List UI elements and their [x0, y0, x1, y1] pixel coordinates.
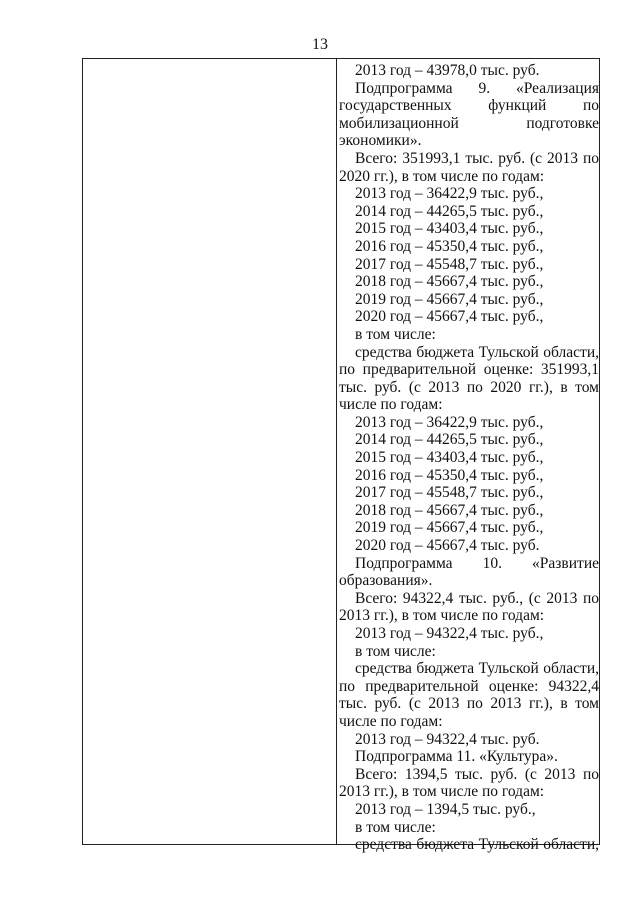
text-line: средства бюджета Тульской области, [355, 343, 599, 361]
text-line: 2018 год – 45667,4 тыс. руб., [355, 273, 544, 291]
text-line: средства бюджета Тульской области, [355, 660, 599, 678]
text-line: образования». [339, 572, 433, 590]
text-line: 2017 год – 45548,7 тыс. руб., [355, 484, 544, 502]
text-line: Подпрограмма 9. «Реализация [355, 79, 599, 97]
table-right-cell [339, 62, 599, 854]
document-table [82, 58, 600, 854]
text-line: Подпрограмма 11. «Культура». [355, 748, 558, 766]
text-line: мобилизационной подготовке [339, 114, 599, 132]
text-line: государственных функций по [339, 97, 599, 115]
text-line: в том числе: [355, 642, 436, 660]
text-line: по предварительной оценке: 351993,1 [339, 361, 599, 379]
text-line: 2013 гг.), в том числе по годам: [339, 607, 545, 625]
text-line: Всего: 351993,1 тыс. руб. (с 2013 по [355, 149, 599, 167]
text-line: 2016 год – 45350,4 тыс. руб., [355, 237, 544, 255]
text-line: 2017 год – 45548,7 тыс. руб., [355, 255, 544, 273]
text-line: экономики». [339, 132, 422, 150]
table-left-cell [83, 59, 336, 844]
text-line: Всего: 94322,4 тыс. руб., (с 2013 по [355, 589, 599, 607]
column-divider [336, 59, 337, 844]
text-line: по предварительной оценке: 94322,4 [339, 677, 599, 695]
text-line: 2020 гг.), в том числе по годам: [339, 167, 545, 185]
text-line: 2014 год – 44265,5 тыс. руб., [355, 202, 544, 220]
text-line: 2019 год – 45667,4 тыс. руб., [355, 290, 544, 308]
text-line: Подпрограмма 10. «Развитие [355, 554, 599, 572]
text-line: числе по годам: [339, 712, 443, 730]
text-line: 2013 год – 36422,9 тыс. руб., [355, 185, 544, 203]
text-line: тыс. руб. (с 2013 по 2013 гг.), в том [339, 695, 599, 713]
text-line: 2014 год – 44265,5 тыс. руб., [355, 431, 544, 449]
text-line: 2013 год – 1394,5 тыс. руб., [355, 800, 536, 818]
page-number: 13 [312, 36, 328, 53]
text-line: 2013 год – 36422,9 тыс. руб., [355, 413, 544, 431]
text-line: 2016 год – 45350,4 тыс. руб., [355, 466, 544, 484]
text-line: тыс. руб. (с 2013 по 2020 гг.), в том [339, 378, 599, 396]
text-line: в том числе: [355, 325, 436, 343]
text-line: 2020 год – 45667,4 тыс. руб., [355, 308, 544, 326]
text-line: 2020 год – 45667,4 тыс. руб. [355, 537, 540, 555]
text-line: 2013 гг.), в том числе по годам: [339, 783, 545, 801]
text-line: средства бюджета Тульской области, [355, 836, 599, 854]
text-line: числе по годам: [339, 396, 443, 414]
text-line: 2015 год – 43403,4 тыс. руб., [355, 449, 544, 467]
text-line: в том числе: [355, 818, 436, 836]
text-line: 2015 год – 43403,4 тыс. руб., [355, 220, 544, 238]
text-line: 2013 год – 94322,4 тыс. руб., [355, 625, 544, 642]
text-line: 2013 год – 94322,4 тыс. руб. [355, 730, 540, 748]
text-line: 2019 год – 45667,4 тыс. руб., [355, 519, 544, 537]
text-line: Всего: 1394,5 тыс. руб. (с 2013 по [355, 765, 599, 783]
text-line: 2013 год – 43978,0 тыс. руб. [355, 62, 540, 79]
text-line: 2018 год – 45667,4 тыс. руб., [355, 501, 544, 519]
